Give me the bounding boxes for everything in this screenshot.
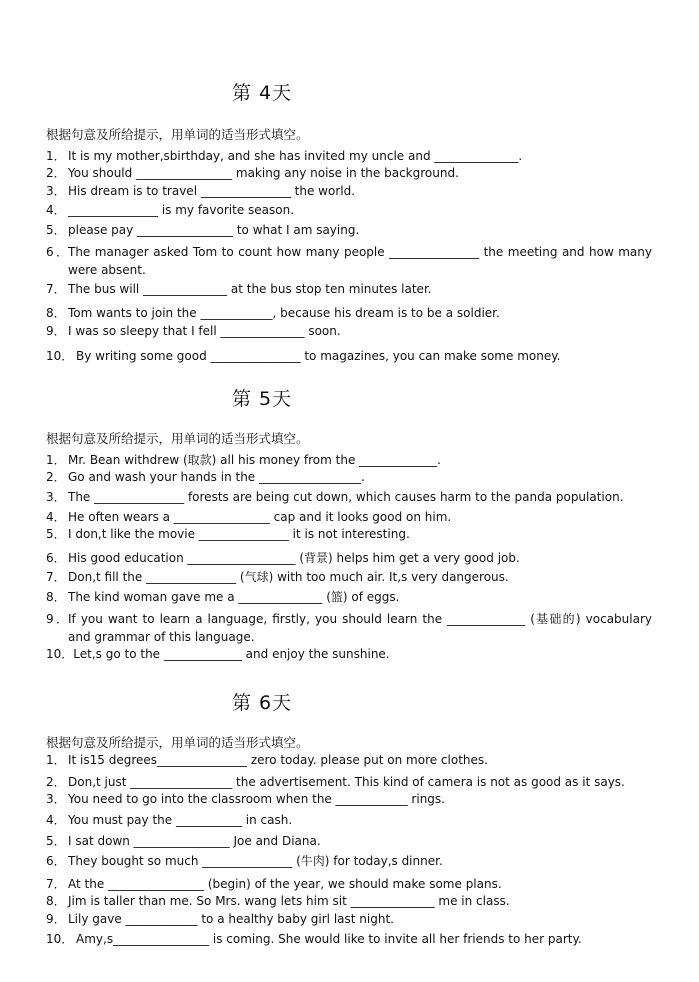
question-text: If you want to learn a language, firstly, you should learn the _____________ (基础的) vocabulary xyxy=(68,612,652,626)
question-text: Lily gave ____________ to a healthy baby girl last night. xyxy=(68,912,394,926)
question-number: 8． xyxy=(46,894,66,908)
question-item xyxy=(46,568,652,586)
question-item xyxy=(46,892,652,910)
section-title: 第 4天 xyxy=(232,82,293,104)
question-number: 10． xyxy=(46,932,74,946)
question-text: The manager asked Tom to count how many people _______________ the meeting and how many xyxy=(68,245,652,259)
question-item xyxy=(46,164,652,182)
question-number: 2． xyxy=(46,775,66,789)
question-text: I was so sleepy that I fell ______________ soon. xyxy=(68,324,341,338)
question-item xyxy=(46,930,652,948)
question-item xyxy=(46,508,652,526)
question-item xyxy=(46,875,652,893)
question-number: 6． xyxy=(46,854,66,868)
question-text: Tom wants to join the ____________, because his dream is to be a soldier. xyxy=(68,306,500,320)
question-text: You must pay the ___________ in cash. xyxy=(68,813,293,827)
question-item xyxy=(46,147,652,165)
section-title: 第 6天 xyxy=(232,692,293,714)
question-number: 1． xyxy=(46,149,66,163)
question-item xyxy=(46,549,652,567)
question-item xyxy=(46,304,652,322)
section-instruction: 根据句意及所给提示，用单词的适当形式填空。 xyxy=(46,431,309,446)
question-number: 5． xyxy=(46,527,66,541)
question-number: 8． xyxy=(46,306,66,320)
question-item xyxy=(46,182,652,200)
question-number: 3． xyxy=(46,490,66,504)
question-text: They bought so much _______________ (牛肉) for today,s dinner. xyxy=(68,854,443,868)
question-number: 7． xyxy=(46,877,66,891)
question-number: 2． xyxy=(46,166,66,180)
question-text: I sat down ________________ Joe and Diana. xyxy=(68,834,321,848)
question-number: 10． xyxy=(46,647,74,661)
question-text: Let,s go to the _____________ and enjoy the sunshine. xyxy=(73,647,390,661)
question-item xyxy=(46,773,652,791)
question-text: It is15 degrees_______________ zero today. please put on more clothes. xyxy=(68,753,488,767)
question-text: The kind woman gave me a ______________ (篮) of eggs. xyxy=(68,590,400,604)
question-text: Amy,s________________ is coming. She would like to invite all her friends to her party. xyxy=(76,932,582,946)
question-item xyxy=(46,588,652,606)
question-text: Don,t fill the _______________ (气球) with too much air. It,s very dangerous. xyxy=(68,570,509,584)
question-item xyxy=(46,811,652,829)
question-text: Go and wash your hands in the _________________. xyxy=(68,470,365,484)
question-item xyxy=(46,280,652,298)
question-number: 3． xyxy=(46,792,66,806)
question-item xyxy=(46,451,652,469)
question-number: 8． xyxy=(46,590,66,604)
question-item xyxy=(46,201,652,219)
question-item xyxy=(46,347,652,365)
section-title: 第 5天 xyxy=(232,388,293,410)
question-number: 9． xyxy=(46,324,66,338)
question-number: 9． xyxy=(46,912,66,926)
question-item xyxy=(46,645,652,663)
question-item xyxy=(46,221,652,239)
question-number: 5． xyxy=(46,223,66,237)
question-text: You should ________________ making any noise in the background. xyxy=(68,166,459,180)
question-number: 2． xyxy=(46,470,66,484)
question-item xyxy=(46,852,652,870)
question-text: You need to go into the classroom when the ____________ rings. xyxy=(68,792,445,806)
question-item xyxy=(46,610,652,646)
question-number: 3． xyxy=(46,184,66,198)
question-number: 6． xyxy=(46,245,68,259)
question-number: 10． xyxy=(46,349,74,363)
question-item xyxy=(46,525,652,543)
question-number: 5． xyxy=(46,834,66,848)
question-item xyxy=(46,832,652,850)
question-item xyxy=(46,751,652,769)
question-number: 7． xyxy=(46,282,66,296)
question-number: 1． xyxy=(46,753,66,767)
question-text: He often wears a ________________ cap and it looks good on him. xyxy=(68,510,452,524)
question-item xyxy=(46,322,652,340)
question-text: The bus will ______________ at the bus stop ten minutes later. xyxy=(68,282,432,296)
question-item xyxy=(46,468,652,486)
section-instruction: 根据句意及所给提示，用单词的适当形式填空。 xyxy=(46,127,309,142)
question-text: His good education __________________ (背景) helps him get a very good job. xyxy=(68,551,520,565)
question-text-continued: and grammar of this language. xyxy=(68,630,255,644)
question-item xyxy=(46,243,652,279)
question-number: 6． xyxy=(46,551,66,565)
question-number: 4． xyxy=(46,203,66,217)
question-text: By writing some good _______________ to magazines, you can make some money. xyxy=(76,349,561,363)
question-text: It is my mother,sbirthday, and she has invited my uncle and ______________. xyxy=(68,149,523,163)
question-item xyxy=(46,790,652,808)
question-text: _______________ is my favorite season. xyxy=(68,203,295,217)
question-number: 4． xyxy=(46,510,66,524)
question-item xyxy=(46,910,652,928)
question-number: 4． xyxy=(46,813,66,827)
question-text: His dream is to travel _______________ the world. xyxy=(68,184,356,198)
question-text-continued: were absent. xyxy=(68,263,146,277)
question-text: The _______________ forests are being cut down, which causes harm to the panda population. xyxy=(68,490,624,504)
question-text: At the ________________ (begin) of the year, we should make some plans. xyxy=(68,877,502,891)
question-text: Jim is taller than me. So Mrs. wang lets him sit ______________ me in class. xyxy=(68,894,510,908)
question-number: 7． xyxy=(46,570,66,584)
question-number: 9． xyxy=(46,612,68,626)
question-number: 1． xyxy=(46,453,66,467)
question-text: Don,t just _________________ the advertisement. This kind of camera is not as good as it says. xyxy=(68,775,625,789)
question-text: please pay ________________ to what I am saying. xyxy=(68,223,360,237)
question-text: I don,t like the movie _______________ it is not interesting. xyxy=(68,527,410,541)
section-instruction: 根据句意及所给提示，用单词的适当形式填空。 xyxy=(46,735,309,750)
question-text: Mr. Bean withdrew (取款) all his money from the _____________. xyxy=(68,453,441,467)
question-item xyxy=(46,488,652,506)
